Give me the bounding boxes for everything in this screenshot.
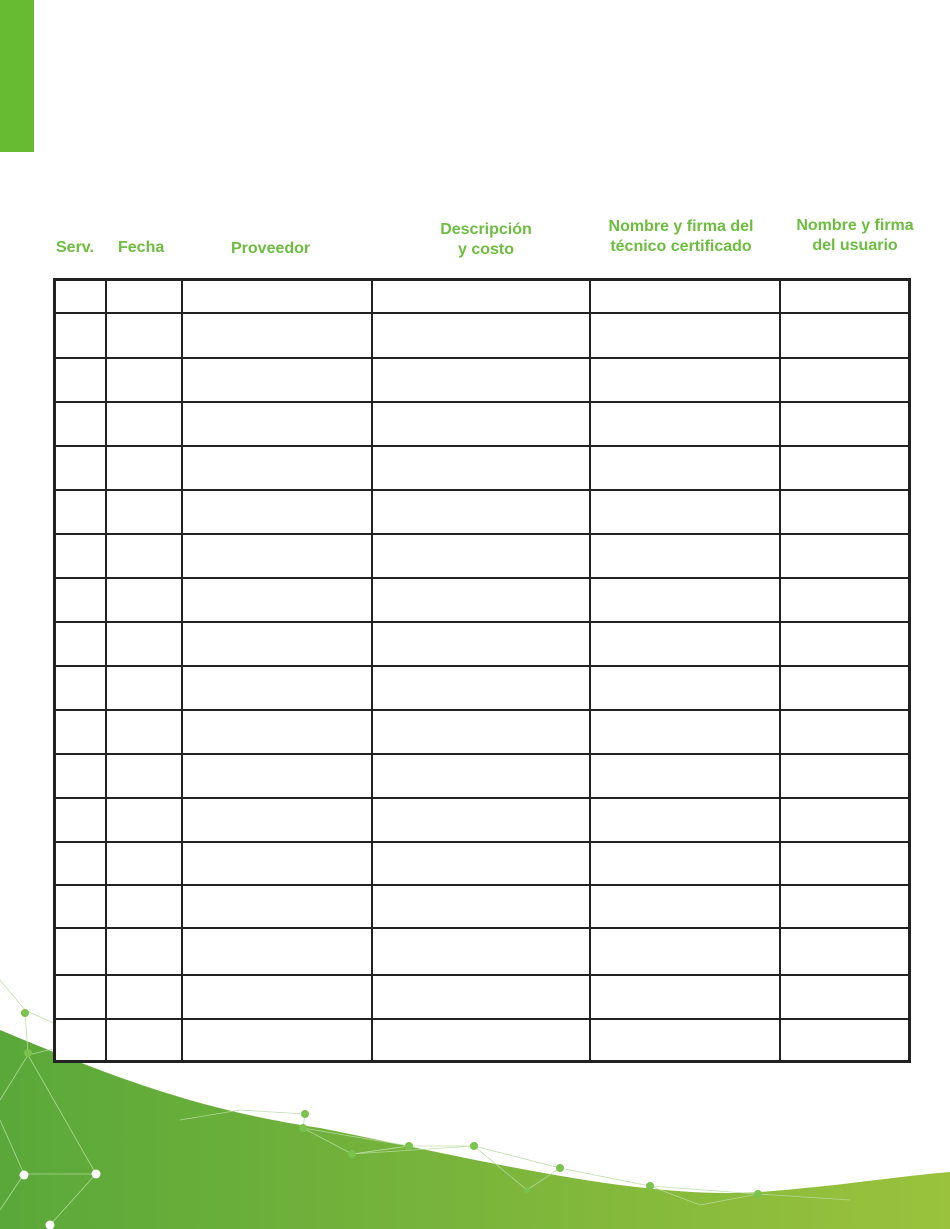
descripcion-cell[interactable] bbox=[372, 885, 590, 928]
proveedor-cell[interactable] bbox=[182, 578, 372, 622]
descripcion-cell[interactable] bbox=[372, 710, 590, 754]
tecnico-cell[interactable] bbox=[590, 842, 780, 885]
table-row bbox=[55, 358, 910, 402]
table-row bbox=[55, 534, 910, 578]
header-tecnico-line1: Nombre y firma del bbox=[608, 218, 754, 235]
serv-cell[interactable] bbox=[55, 798, 106, 842]
fecha-cell[interactable] bbox=[106, 490, 182, 534]
proveedor-cell[interactable] bbox=[182, 710, 372, 754]
serv-cell[interactable] bbox=[55, 666, 106, 710]
fecha-cell[interactable] bbox=[106, 1019, 182, 1062]
descripcion-cell[interactable] bbox=[372, 313, 590, 358]
descripcion-cell[interactable] bbox=[372, 1019, 590, 1062]
serv-cell[interactable] bbox=[55, 1019, 106, 1062]
proveedor-cell[interactable] bbox=[182, 885, 372, 928]
descripcion-cell[interactable] bbox=[372, 928, 590, 975]
proveedor-cell[interactable] bbox=[182, 446, 372, 490]
fecha-cell[interactable] bbox=[106, 622, 182, 666]
serv-cell[interactable] bbox=[55, 578, 106, 622]
table-row bbox=[55, 928, 910, 975]
header-usuario-line2: del usuario bbox=[812, 237, 898, 254]
descripcion-cell[interactable] bbox=[372, 754, 590, 798]
proveedor-cell[interactable] bbox=[182, 280, 372, 313]
serv-cell[interactable] bbox=[55, 446, 106, 490]
header-usuario bbox=[782, 216, 928, 256]
header-tecnico-line2: técnico certificado bbox=[610, 238, 752, 255]
usuario-cell[interactable] bbox=[780, 402, 910, 446]
tecnico-cell[interactable] bbox=[590, 358, 780, 402]
usuario-cell[interactable] bbox=[780, 666, 910, 710]
fecha-cell[interactable] bbox=[106, 885, 182, 928]
descripcion-cell[interactable] bbox=[372, 798, 590, 842]
tecnico-cell[interactable] bbox=[590, 534, 780, 578]
header-descripcion-line1: Descripción bbox=[440, 221, 532, 238]
header-descripcion-line2: y costo bbox=[457, 241, 514, 258]
proveedor-cell[interactable] bbox=[182, 622, 372, 666]
usuario-cell[interactable] bbox=[780, 710, 910, 754]
usuario-cell[interactable] bbox=[780, 842, 910, 885]
descripcion-cell[interactable] bbox=[372, 578, 590, 622]
descripcion-cell[interactable] bbox=[372, 402, 590, 446]
header-proveedor: Proveedor bbox=[231, 240, 311, 257]
usuario-cell[interactable] bbox=[780, 885, 910, 928]
fecha-cell[interactable] bbox=[106, 534, 182, 578]
usuario-cell[interactable] bbox=[780, 313, 910, 358]
fecha-cell[interactable] bbox=[106, 280, 182, 313]
header-tecnico bbox=[590, 217, 772, 257]
serv-cell[interactable] bbox=[55, 534, 106, 578]
table-row bbox=[55, 885, 910, 928]
fecha-cell[interactable] bbox=[106, 313, 182, 358]
table-row bbox=[55, 666, 910, 710]
table-row bbox=[55, 798, 910, 842]
header-serv: Serv. bbox=[56, 239, 94, 256]
proveedor-cell[interactable] bbox=[182, 313, 372, 358]
fecha-cell[interactable] bbox=[106, 666, 182, 710]
usuario-cell[interactable] bbox=[780, 622, 910, 666]
serv-cell[interactable] bbox=[55, 842, 106, 885]
serv-cell[interactable] bbox=[55, 754, 106, 798]
serv-cell[interactable] bbox=[55, 402, 106, 446]
table-row bbox=[55, 313, 910, 358]
proveedor-cell[interactable] bbox=[182, 1019, 372, 1062]
table-row bbox=[55, 402, 910, 446]
usuario-cell[interactable] bbox=[780, 446, 910, 490]
serv-cell[interactable] bbox=[55, 622, 106, 666]
tecnico-cell[interactable] bbox=[590, 402, 780, 446]
fecha-cell[interactable] bbox=[106, 358, 182, 402]
fecha-cell[interactable] bbox=[106, 798, 182, 842]
proveedor-cell[interactable] bbox=[182, 666, 372, 710]
tecnico-cell[interactable] bbox=[590, 798, 780, 842]
usuario-cell[interactable] bbox=[780, 754, 910, 798]
table-row bbox=[55, 280, 910, 313]
usuario-cell[interactable] bbox=[780, 798, 910, 842]
table-row bbox=[55, 754, 910, 798]
usuario-cell[interactable] bbox=[780, 975, 910, 1019]
usuario-cell[interactable] bbox=[780, 490, 910, 534]
fecha-cell[interactable] bbox=[106, 446, 182, 490]
descripcion-cell[interactable] bbox=[372, 358, 590, 402]
serv-cell[interactable] bbox=[55, 710, 106, 754]
tecnico-cell[interactable] bbox=[590, 975, 780, 1019]
tecnico-cell[interactable] bbox=[590, 928, 780, 975]
usuario-cell[interactable] bbox=[780, 1019, 910, 1062]
proveedor-cell[interactable] bbox=[182, 402, 372, 446]
proveedor-cell[interactable] bbox=[182, 358, 372, 402]
fecha-cell[interactable] bbox=[106, 975, 182, 1019]
proveedor-cell[interactable] bbox=[182, 534, 372, 578]
usuario-cell[interactable] bbox=[780, 928, 910, 975]
table-row bbox=[55, 842, 910, 885]
header-fecha: Fecha bbox=[118, 239, 165, 256]
table-row bbox=[55, 1019, 910, 1062]
tecnico-cell[interactable] bbox=[590, 754, 780, 798]
usuario-cell[interactable] bbox=[780, 578, 910, 622]
descripcion-cell[interactable] bbox=[372, 280, 590, 313]
proveedor-cell[interactable] bbox=[182, 842, 372, 885]
table-row bbox=[55, 975, 910, 1019]
descripcion-cell[interactable] bbox=[372, 975, 590, 1019]
tecnico-cell[interactable] bbox=[590, 313, 780, 358]
usuario-cell[interactable] bbox=[780, 280, 910, 313]
descripcion-cell[interactable] bbox=[372, 666, 590, 710]
tecnico-cell[interactable] bbox=[590, 622, 780, 666]
usuario-cell[interactable] bbox=[780, 358, 910, 402]
fecha-cell[interactable] bbox=[106, 402, 182, 446]
proveedor-cell[interactable] bbox=[182, 928, 372, 975]
proveedor-cell[interactable] bbox=[182, 754, 372, 798]
tecnico-cell[interactable] bbox=[590, 710, 780, 754]
fecha-cell[interactable] bbox=[106, 578, 182, 622]
tecnico-cell[interactable] bbox=[590, 578, 780, 622]
table-row bbox=[55, 710, 910, 754]
serv-cell[interactable] bbox=[55, 885, 106, 928]
serv-cell[interactable] bbox=[55, 490, 106, 534]
table-row bbox=[55, 622, 910, 666]
descripcion-cell[interactable] bbox=[372, 446, 590, 490]
table-row bbox=[55, 490, 910, 534]
header-usuario-line1: Nombre y firma bbox=[796, 217, 914, 234]
proveedor-cell[interactable] bbox=[182, 490, 372, 534]
descripcion-cell[interactable] bbox=[372, 842, 590, 885]
tecnico-cell[interactable] bbox=[590, 280, 780, 313]
fecha-cell[interactable] bbox=[106, 710, 182, 754]
serv-cell[interactable] bbox=[55, 975, 106, 1019]
column-headers bbox=[0, 0, 950, 280]
table-row bbox=[55, 446, 910, 490]
fecha-cell[interactable] bbox=[106, 754, 182, 798]
table-row bbox=[55, 578, 910, 622]
service-log-table bbox=[53, 278, 911, 1063]
usuario-cell[interactable] bbox=[780, 534, 910, 578]
tecnico-cell[interactable] bbox=[590, 1019, 780, 1062]
proveedor-cell[interactable] bbox=[182, 975, 372, 1019]
fecha-cell[interactable] bbox=[106, 842, 182, 885]
tecnico-cell[interactable] bbox=[590, 666, 780, 710]
descripcion-cell[interactable] bbox=[372, 490, 590, 534]
descripcion-cell[interactable] bbox=[372, 622, 590, 666]
serv-cell[interactable] bbox=[55, 358, 106, 402]
tecnico-cell[interactable] bbox=[590, 885, 780, 928]
serv-cell[interactable] bbox=[55, 313, 106, 358]
header-descripcion bbox=[426, 220, 546, 260]
proveedor-cell[interactable] bbox=[182, 798, 372, 842]
serv-cell[interactable] bbox=[55, 280, 106, 313]
descripcion-cell[interactable] bbox=[372, 534, 590, 578]
fecha-cell[interactable] bbox=[106, 928, 182, 975]
tecnico-cell[interactable] bbox=[590, 446, 780, 490]
tecnico-cell[interactable] bbox=[590, 490, 780, 534]
serv-cell[interactable] bbox=[55, 928, 106, 975]
